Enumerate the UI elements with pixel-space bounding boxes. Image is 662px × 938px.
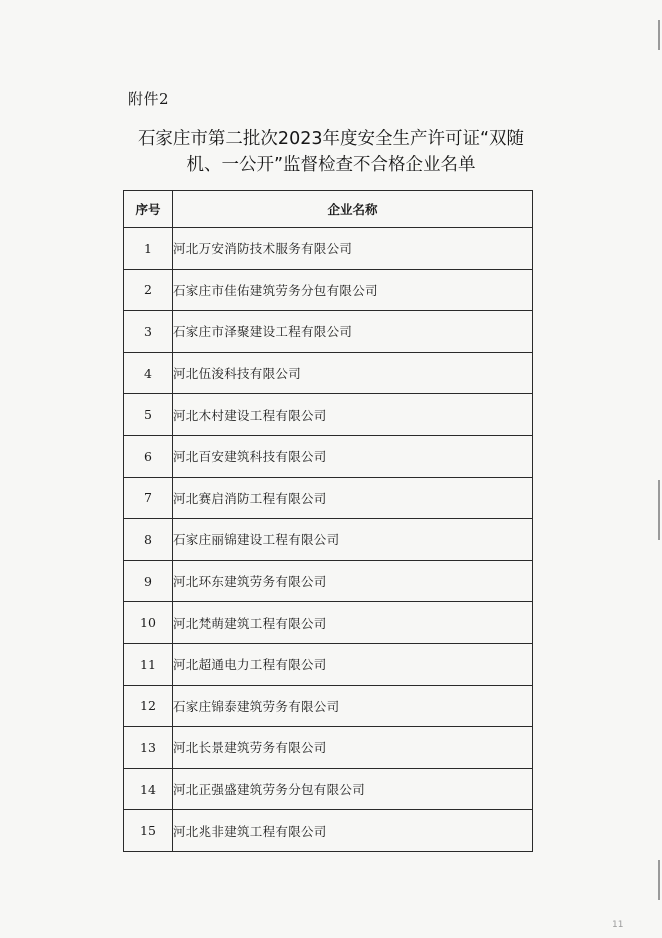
attachment-label: 附件2 [128,90,170,108]
row-index: 13 [124,727,173,769]
page-mark: 11 [612,920,624,930]
row-index: 9 [124,560,173,602]
row-index: 5 [124,394,173,436]
row-index: 6 [124,435,173,477]
row-index: 15 [124,810,173,852]
row-index: 11 [124,643,173,685]
row-index: 10 [124,602,173,644]
table-row [124,519,533,561]
row-index: 7 [124,477,173,519]
table-row [124,727,533,769]
row-company: 石家庄丽锦建设工程有限公司 [173,519,533,561]
title-line-1: 石家庄市第二批次2023年度安全生产许可证“双随 [137,129,525,149]
row-index: 12 [124,685,173,727]
row-company: 河北长景建筑劳务有限公司 [173,727,533,769]
table-row [124,477,533,519]
header-index: 序号 [124,191,173,228]
scan-edge-mark [658,480,660,540]
row-company: 河北环东建筑劳务有限公司 [173,560,533,602]
scan-edge-mark [658,860,660,900]
row-company: 河北赛启消防工程有限公司 [173,477,533,519]
title-line-2: 机、一公开”监督检查不合格企业名单 [186,155,476,175]
table-row [124,269,533,311]
row-index: 14 [124,768,173,810]
table-header-row [124,191,533,228]
row-company: 河北万安消防技术服务有限公司 [173,228,533,270]
row-index: 2 [124,269,173,311]
row-index: 8 [124,519,173,561]
table-row [124,685,533,727]
table-row [124,352,533,394]
table-row [124,228,533,270]
row-company: 河北伍浚科技有限公司 [173,352,533,394]
table-row [124,394,533,436]
table-row [124,602,533,644]
row-index: 1 [124,228,173,270]
row-company: 河北超通电力工程有限公司 [173,643,533,685]
header-company: 企业名称 [173,191,533,228]
table-row [124,435,533,477]
noncompliant-companies-table [123,190,533,852]
row-index: 4 [124,352,173,394]
document-title [96,126,566,178]
row-company: 石家庄市泽聚建设工程有限公司 [173,311,533,353]
row-company: 河北正强盛建筑劳务分包有限公司 [173,768,533,810]
table-row [124,311,533,353]
row-company: 河北梵萌建筑工程有限公司 [173,602,533,644]
row-company: 河北兆非建筑工程有限公司 [173,810,533,852]
row-company: 石家庄市佳佑建筑劳务分包有限公司 [173,269,533,311]
table-row [124,560,533,602]
row-company: 河北木村建设工程有限公司 [173,394,533,436]
row-company: 石家庄锦泰建筑劳务有限公司 [173,685,533,727]
table-row [124,768,533,810]
scan-edge-mark [658,20,660,50]
row-index: 3 [124,311,173,353]
table-row [124,810,533,852]
row-company: 河北百安建筑科技有限公司 [173,435,533,477]
table-row [124,643,533,685]
